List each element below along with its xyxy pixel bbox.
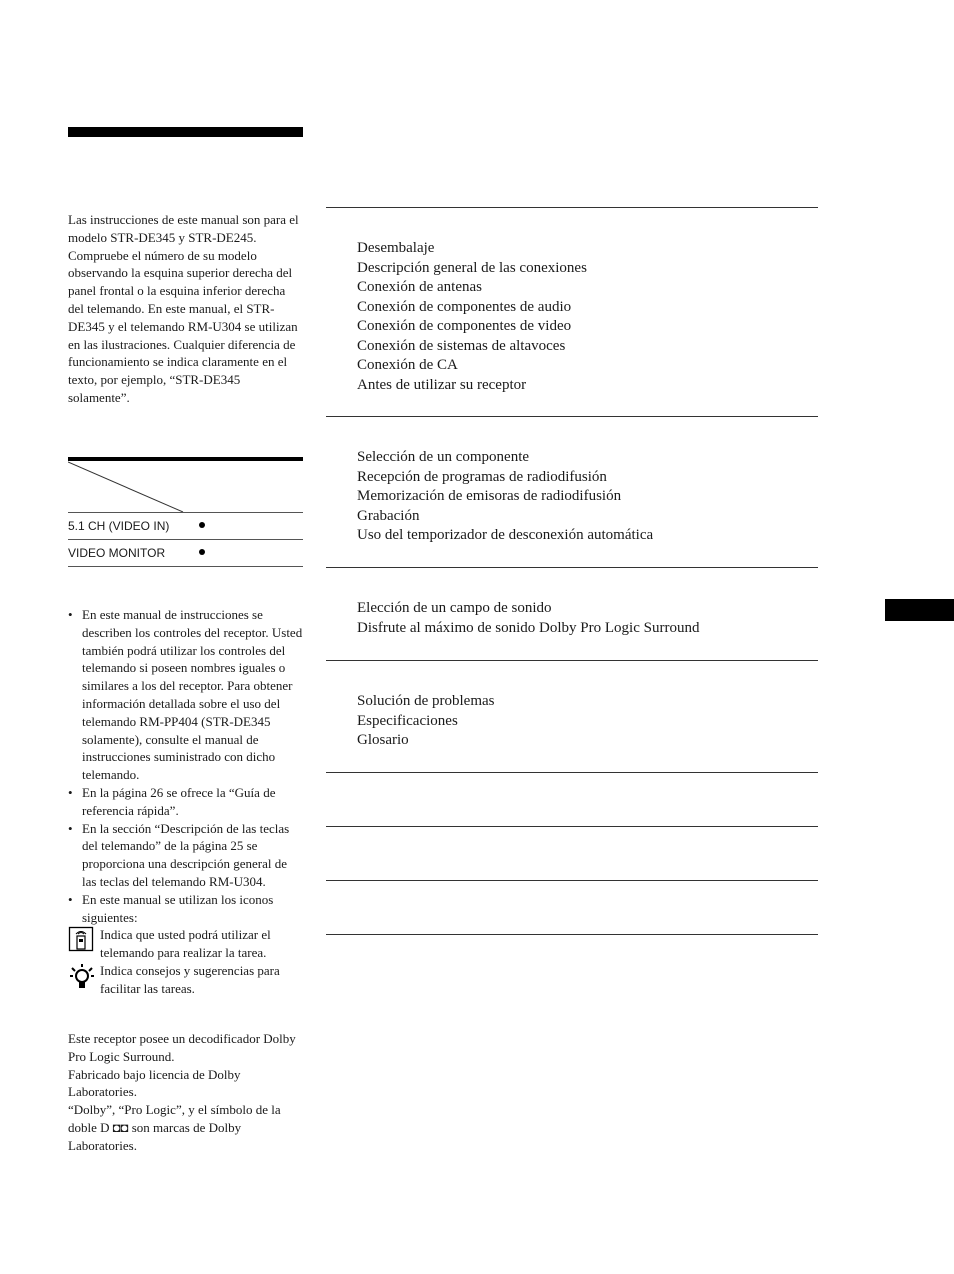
notes-list <box>68 606 304 926</box>
toc-item[interactable]: Elección de un campo de sonido <box>357 600 552 616</box>
toc-divider <box>326 880 818 881</box>
intro-paragraph: Las instrucciones de este manual son para el modelo STR-DE345 y STR-DE245. Compruebe el número de su modelo observando la esquina superior derecha del panel frontal o la esquina inferior derecha del telemando. En este manual, el STR-DE345 y el telemando RM-U304 se utilizan en las ilustraciones. Cualquier diferencia de funcionamiento se indica claramente en el texto, por ejemplo, “STR-DE345 solamente”. <box>68 212 299 405</box>
toc-divider <box>326 416 818 417</box>
toc-item[interactable]: Disfrute al máximo de sonido Dolby Pro Logic Surround <box>357 619 700 636</box>
toc-group <box>357 448 653 546</box>
model-feature-table <box>68 457 303 567</box>
list-item: • En la sección “Descripción de las teclas del telemando” de la página 25 se proporciona una descripción general de las teclas del telemando RM-U304. <box>68 820 290 889</box>
row-label: VIDEO MONITOR <box>68 546 166 560</box>
toc-item[interactable]: Conexión de componentes de audio <box>357 298 572 315</box>
toc-divider <box>326 826 818 827</box>
toc-item[interactable]: Especificaciones <box>357 712 458 729</box>
toc-item[interactable]: Solución de problemas <box>357 693 495 709</box>
icon-legend-remote: Indica que usted podrá utilizar el telemando para realizar la tarea. <box>68 926 304 962</box>
toc-item[interactable]: Uso del temporizador de desconexión automática <box>357 527 654 543</box>
toc-divider <box>326 567 818 568</box>
toc-item[interactable]: Conexión de sistemas de altavoces <box>357 337 566 354</box>
toc-item[interactable]: Conexión de antenas <box>357 279 482 295</box>
toc-item[interactable]: Grabación <box>357 507 420 524</box>
table-row <box>68 513 303 540</box>
toc-item[interactable]: Memorización de emisoras de radiodifusión <box>357 488 622 504</box>
toc-item[interactable]: Recepción de programas de radiodifusión <box>357 468 607 485</box>
toc-item[interactable]: Desembalaje <box>357 240 435 256</box>
row-label: 5.1 CH (VIDEO IN) <box>68 519 170 533</box>
header-diagonal-line <box>68 461 303 512</box>
list-item: • En este manual de instrucciones se describen los controles del receptor. Usted también podrá utilizar los controles del telemando si poseen nombres iguales o similares a los del receptor. Para obtener información detallada sobre el uso del telemando RM-PP404 (STR-DE345 solamente), consulte el manual de instrucciones suministrado con dicho telemando. <box>68 607 303 783</box>
list-item: • En este manual se utilizan los iconos siguientes: <box>68 891 274 925</box>
dolby-notice: Este receptor posee un decodificador Dolby Pro Logic Surround. Fabricado bajo licencia de Dolby Laboratories. “Dolby”, “Pro Logic”, y el símbolo de la doble D ◘◘ son marcas de Dolby Laboratories. <box>68 1031 296 1153</box>
toc-item[interactable]: Antes de utilizar su receptor <box>357 376 527 393</box>
toc-item[interactable]: Selección de un componente <box>357 449 530 465</box>
toc-item[interactable]: Conexión de componentes de video <box>357 318 572 334</box>
toc-group <box>357 692 494 751</box>
remote-icon <box>68 926 94 957</box>
section-thumb-tab <box>885 599 954 621</box>
toc-item[interactable]: Glosario <box>357 732 409 748</box>
toc-group <box>357 599 699 638</box>
lightbulb-icon <box>68 962 96 997</box>
toc-item[interactable]: Conexión de CA <box>357 357 458 373</box>
availability-dot <box>199 522 205 528</box>
table-header <box>68 461 303 513</box>
heading-rule <box>68 127 303 137</box>
list-item: • En la página 26 se ofrece la “Guía de referencia rápida”. <box>68 784 276 818</box>
toc-item[interactable]: Descripción general de las conexiones <box>357 259 587 276</box>
toc-divider <box>326 772 818 773</box>
notes-section <box>68 606 304 998</box>
table-row <box>68 540 303 567</box>
availability-dot <box>199 549 205 555</box>
toc-group <box>357 239 587 395</box>
toc-divider <box>326 660 818 661</box>
toc-divider <box>326 934 818 935</box>
toc-divider <box>326 207 818 208</box>
icon-legend-tip: Indica consejos y sugerencias para facilitar las tareas. <box>68 962 304 998</box>
